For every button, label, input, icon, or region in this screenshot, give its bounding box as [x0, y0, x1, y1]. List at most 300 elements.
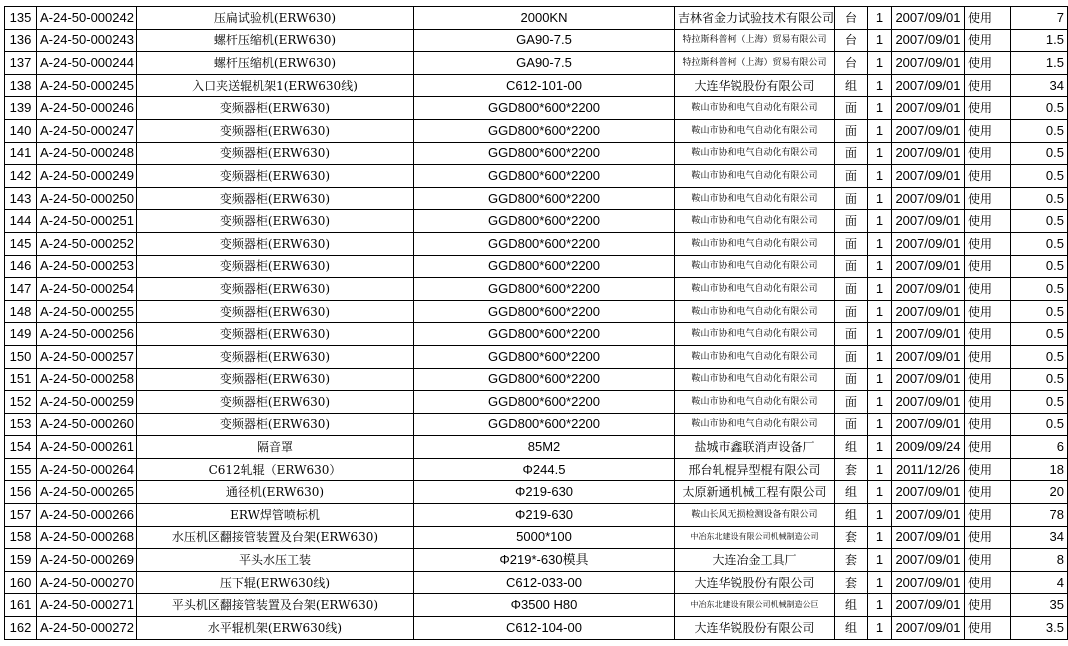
asset-spec-cell: GGD800*600*2200 [414, 323, 675, 346]
asset-code-cell: A-24-50-000245 [37, 74, 137, 97]
acquired-date-cell: 2007/09/01 [892, 187, 965, 210]
asset-code-cell: A-24-50-000249 [37, 165, 137, 188]
unit-cell: 面 [835, 391, 868, 414]
table-row [5, 436, 1068, 459]
quantity-cell: 1 [868, 594, 892, 617]
asset-spec-cell: Φ219-630 [414, 481, 675, 504]
asset-spec-cell: Φ3500 H80 [414, 594, 675, 617]
value-cell: 0.5 [1011, 278, 1068, 301]
value-cell: 0.5 [1011, 255, 1068, 278]
asset-spec-cell: GGD800*600*2200 [414, 232, 675, 255]
asset-spec-cell: GGD800*600*2200 [414, 278, 675, 301]
asset-name-cell: 变频器柜(ERW630) [137, 413, 414, 436]
table-row [5, 594, 1068, 617]
asset-code-cell: A-24-50-000258 [37, 368, 137, 391]
asset-name-cell: 水压机区翻接管装置及台架(ERW630) [137, 526, 414, 549]
unit-cell: 面 [835, 368, 868, 391]
value-cell: 1.5 [1011, 29, 1068, 52]
quantity-cell: 1 [868, 323, 892, 346]
table-row [5, 119, 1068, 142]
unit-cell: 套 [835, 549, 868, 572]
acquired-date-cell: 2007/09/01 [892, 29, 965, 52]
manufacturer-cell: 特拉斯科普柯（上海）贸易有限公司 [675, 52, 835, 75]
unit-cell: 套 [835, 458, 868, 481]
unit-cell: 面 [835, 323, 868, 346]
value-cell: 0.5 [1011, 97, 1068, 120]
row-number-cell: 155 [5, 458, 37, 481]
manufacturer-cell: 鞍山市协和电气自动化有限公司 [675, 391, 835, 414]
status-cell: 使用 [965, 458, 1011, 481]
table-row [5, 323, 1068, 346]
manufacturer-cell: 鞍山市协和电气自动化有限公司 [675, 187, 835, 210]
asset-name-cell: 变频器柜(ERW630) [137, 210, 414, 233]
value-cell: 0.5 [1011, 391, 1068, 414]
manufacturer-cell: 鞍山市协和电气自动化有限公司 [675, 232, 835, 255]
asset-code-cell: A-24-50-000259 [37, 391, 137, 414]
acquired-date-cell: 2009/09/24 [892, 436, 965, 459]
asset-code-cell: A-24-50-000246 [37, 97, 137, 120]
table-row [5, 165, 1068, 188]
acquired-date-cell: 2007/09/01 [892, 323, 965, 346]
status-cell: 使用 [965, 7, 1011, 30]
unit-cell: 面 [835, 187, 868, 210]
value-cell: 35 [1011, 594, 1068, 617]
asset-code-cell: A-24-50-000271 [37, 594, 137, 617]
asset-name-cell: 压下辊(ERW630线) [137, 571, 414, 594]
table-row [5, 97, 1068, 120]
acquired-date-cell: 2007/09/01 [892, 97, 965, 120]
asset-code-cell: A-24-50-000257 [37, 345, 137, 368]
row-number-cell: 150 [5, 345, 37, 368]
acquired-date-cell: 2007/09/01 [892, 481, 965, 504]
manufacturer-cell: 大连华锐股份有限公司 [675, 74, 835, 97]
row-number-cell: 151 [5, 368, 37, 391]
table-body [5, 7, 1068, 640]
asset-table [4, 6, 1068, 640]
row-number-cell: 141 [5, 142, 37, 165]
asset-name-cell: 水平辊机架(ERW630线) [137, 617, 414, 640]
unit-cell: 组 [835, 481, 868, 504]
status-cell: 使用 [965, 549, 1011, 572]
status-cell: 使用 [965, 323, 1011, 346]
row-number-cell: 142 [5, 165, 37, 188]
asset-name-cell: C612轧辊（ERW630） [137, 458, 414, 481]
quantity-cell: 1 [868, 458, 892, 481]
row-number-cell: 146 [5, 255, 37, 278]
value-cell: 0.5 [1011, 300, 1068, 323]
asset-spec-cell: GGD800*600*2200 [414, 97, 675, 120]
acquired-date-cell: 2007/09/01 [892, 549, 965, 572]
asset-spec-cell: C612-033-00 [414, 571, 675, 594]
unit-cell: 面 [835, 300, 868, 323]
row-number-cell: 154 [5, 436, 37, 459]
table-row [5, 7, 1068, 30]
value-cell: 34 [1011, 74, 1068, 97]
status-cell: 使用 [965, 504, 1011, 527]
asset-name-cell: 螺杆压缩机(ERW630) [137, 52, 414, 75]
value-cell: 0.5 [1011, 210, 1068, 233]
row-number-cell: 158 [5, 526, 37, 549]
asset-name-cell: 通径机(ERW630) [137, 481, 414, 504]
asset-code-cell: A-24-50-000242 [37, 7, 137, 30]
manufacturer-cell: 鞍山市协和电气自动化有限公司 [675, 210, 835, 233]
manufacturer-cell: 盐城市鑫联消声设备厂 [675, 436, 835, 459]
quantity-cell: 1 [868, 481, 892, 504]
quantity-cell: 1 [868, 571, 892, 594]
table-row [5, 255, 1068, 278]
acquired-date-cell: 2007/09/01 [892, 391, 965, 414]
value-cell: 18 [1011, 458, 1068, 481]
asset-spec-cell: GGD800*600*2200 [414, 119, 675, 142]
asset-spec-cell: GGD800*600*2200 [414, 165, 675, 188]
status-cell: 使用 [965, 232, 1011, 255]
row-number-cell: 162 [5, 617, 37, 640]
acquired-date-cell: 2007/09/01 [892, 594, 965, 617]
status-cell: 使用 [965, 345, 1011, 368]
row-number-cell: 156 [5, 481, 37, 504]
table-row [5, 187, 1068, 210]
value-cell: 0.5 [1011, 345, 1068, 368]
unit-cell: 台 [835, 29, 868, 52]
unit-cell: 组 [835, 436, 868, 459]
asset-spec-cell: GGD800*600*2200 [414, 210, 675, 233]
acquired-date-cell: 2007/09/01 [892, 368, 965, 391]
asset-name-cell: 变频器柜(ERW630) [137, 368, 414, 391]
asset-code-cell: A-24-50-000265 [37, 481, 137, 504]
quantity-cell: 1 [868, 7, 892, 30]
asset-spec-cell: GA90-7.5 [414, 52, 675, 75]
asset-name-cell: 变频器柜(ERW630) [137, 187, 414, 210]
asset-name-cell: 螺杆压缩机(ERW630) [137, 29, 414, 52]
quantity-cell: 1 [868, 187, 892, 210]
asset-name-cell: 平头机区翻接管装置及台架(ERW630) [137, 594, 414, 617]
acquired-date-cell: 2007/09/01 [892, 7, 965, 30]
acquired-date-cell: 2007/09/01 [892, 571, 965, 594]
quantity-cell: 1 [868, 345, 892, 368]
asset-code-cell: A-24-50-000256 [37, 323, 137, 346]
row-number-cell: 138 [5, 74, 37, 97]
value-cell: 0.5 [1011, 232, 1068, 255]
status-cell: 使用 [965, 165, 1011, 188]
asset-code-cell: A-24-50-000251 [37, 210, 137, 233]
value-cell: 0.5 [1011, 323, 1068, 346]
quantity-cell: 1 [868, 526, 892, 549]
acquired-date-cell: 2007/09/01 [892, 232, 965, 255]
quantity-cell: 1 [868, 97, 892, 120]
unit-cell: 面 [835, 278, 868, 301]
unit-cell: 面 [835, 142, 868, 165]
acquired-date-cell: 2007/09/01 [892, 300, 965, 323]
row-number-cell: 159 [5, 549, 37, 572]
unit-cell: 面 [835, 165, 868, 188]
status-cell: 使用 [965, 278, 1011, 301]
quantity-cell: 1 [868, 436, 892, 459]
quantity-cell: 1 [868, 210, 892, 233]
status-cell: 使用 [965, 391, 1011, 414]
value-cell: 1.5 [1011, 52, 1068, 75]
quantity-cell: 1 [868, 74, 892, 97]
table-row [5, 278, 1068, 301]
asset-name-cell: 变频器柜(ERW630) [137, 300, 414, 323]
asset-spec-cell: C612-101-00 [414, 74, 675, 97]
asset-spec-cell: GGD800*600*2200 [414, 255, 675, 278]
unit-cell: 组 [835, 617, 868, 640]
asset-spec-cell: GGD800*600*2200 [414, 345, 675, 368]
value-cell: 0.5 [1011, 187, 1068, 210]
asset-code-cell: A-24-50-000270 [37, 571, 137, 594]
table-row [5, 617, 1068, 640]
asset-code-cell: A-24-50-000250 [37, 187, 137, 210]
value-cell: 0.5 [1011, 142, 1068, 165]
asset-name-cell: 变频器柜(ERW630) [137, 97, 414, 120]
table-row [5, 526, 1068, 549]
value-cell: 0.5 [1011, 368, 1068, 391]
status-cell: 使用 [965, 481, 1011, 504]
acquired-date-cell: 2007/09/01 [892, 617, 965, 640]
asset-code-cell: A-24-50-000244 [37, 52, 137, 75]
status-cell: 使用 [965, 29, 1011, 52]
manufacturer-cell: 鞍山市协和电气自动化有限公司 [675, 323, 835, 346]
value-cell: 3.5 [1011, 617, 1068, 640]
row-number-cell: 160 [5, 571, 37, 594]
quantity-cell: 1 [868, 165, 892, 188]
status-cell: 使用 [965, 436, 1011, 459]
asset-spec-cell: C612-104-00 [414, 617, 675, 640]
row-number-cell: 148 [5, 300, 37, 323]
acquired-date-cell: 2011/12/26 [892, 458, 965, 481]
asset-spec-cell: 85M2 [414, 436, 675, 459]
manufacturer-cell: 鞍山长风无损检测设备有限公司 [675, 504, 835, 527]
asset-code-cell: A-24-50-000247 [37, 119, 137, 142]
status-cell: 使用 [965, 187, 1011, 210]
asset-code-cell: A-24-50-000272 [37, 617, 137, 640]
unit-cell: 面 [835, 119, 868, 142]
unit-cell: 面 [835, 255, 868, 278]
status-cell: 使用 [965, 119, 1011, 142]
value-cell: 0.5 [1011, 119, 1068, 142]
table-row [5, 300, 1068, 323]
row-number-cell: 144 [5, 210, 37, 233]
value-cell: 0.5 [1011, 413, 1068, 436]
asset-code-cell: A-24-50-000248 [37, 142, 137, 165]
asset-spec-cell: Φ219-630 [414, 504, 675, 527]
row-number-cell: 147 [5, 278, 37, 301]
manufacturer-cell: 鞍山市协和电气自动化有限公司 [675, 345, 835, 368]
acquired-date-cell: 2007/09/01 [892, 413, 965, 436]
quantity-cell: 1 [868, 52, 892, 75]
asset-name-cell: 变频器柜(ERW630) [137, 119, 414, 142]
row-number-cell: 153 [5, 413, 37, 436]
table-row [5, 571, 1068, 594]
quantity-cell: 1 [868, 617, 892, 640]
row-number-cell: 135 [5, 7, 37, 30]
status-cell: 使用 [965, 617, 1011, 640]
table-row [5, 504, 1068, 527]
asset-spec-cell: GGD800*600*2200 [414, 187, 675, 210]
asset-name-cell: 压扁试验机(ERW630) [137, 7, 414, 30]
table-row [5, 413, 1068, 436]
asset-code-cell: A-24-50-000264 [37, 458, 137, 481]
asset-spec-cell: Φ219*-630模具 [414, 549, 675, 572]
unit-cell: 面 [835, 97, 868, 120]
asset-name-cell: 变频器柜(ERW630) [137, 278, 414, 301]
asset-spec-cell: GGD800*600*2200 [414, 300, 675, 323]
manufacturer-cell: 中冶东北建设有限公司机械制造公司 [675, 526, 835, 549]
status-cell: 使用 [965, 210, 1011, 233]
status-cell: 使用 [965, 368, 1011, 391]
status-cell: 使用 [965, 97, 1011, 120]
quantity-cell: 1 [868, 391, 892, 414]
asset-spec-cell: GGD800*600*2200 [414, 413, 675, 436]
manufacturer-cell: 鞍山市协和电气自动化有限公司 [675, 300, 835, 323]
manufacturer-cell: 中冶东北建设有限公司机械制造公巨 [675, 594, 835, 617]
asset-code-cell: A-24-50-000243 [37, 29, 137, 52]
status-cell: 使用 [965, 413, 1011, 436]
unit-cell: 面 [835, 210, 868, 233]
acquired-date-cell: 2007/09/01 [892, 278, 965, 301]
unit-cell: 面 [835, 345, 868, 368]
table-row [5, 142, 1068, 165]
value-cell: 78 [1011, 504, 1068, 527]
manufacturer-cell: 鞍山市协和电气自动化有限公司 [675, 119, 835, 142]
asset-spec-cell: 5000*100 [414, 526, 675, 549]
row-number-cell: 149 [5, 323, 37, 346]
quantity-cell: 1 [868, 278, 892, 301]
status-cell: 使用 [965, 52, 1011, 75]
manufacturer-cell: 鞍山市协和电气自动化有限公司 [675, 255, 835, 278]
acquired-date-cell: 2007/09/01 [892, 165, 965, 188]
status-cell: 使用 [965, 74, 1011, 97]
acquired-date-cell: 2007/09/01 [892, 142, 965, 165]
asset-code-cell: A-24-50-000252 [37, 232, 137, 255]
manufacturer-cell: 吉林省金力试验技术有限公司 [675, 7, 835, 30]
unit-cell: 面 [835, 232, 868, 255]
value-cell: 8 [1011, 549, 1068, 572]
manufacturer-cell: 大连华锐股份有限公司 [675, 571, 835, 594]
unit-cell: 组 [835, 74, 868, 97]
asset-name-cell: ERW焊管喷标机 [137, 504, 414, 527]
unit-cell: 组 [835, 504, 868, 527]
manufacturer-cell: 太原新通机械工程有限公司 [675, 481, 835, 504]
table-row [5, 210, 1068, 233]
table-row [5, 52, 1068, 75]
asset-code-cell: A-24-50-000268 [37, 526, 137, 549]
asset-name-cell: 变频器柜(ERW630) [137, 345, 414, 368]
asset-code-cell: A-24-50-000260 [37, 413, 137, 436]
row-number-cell: 139 [5, 97, 37, 120]
asset-name-cell: 变频器柜(ERW630) [137, 165, 414, 188]
asset-code-cell: A-24-50-000254 [37, 278, 137, 301]
manufacturer-cell: 鞍山市协和电气自动化有限公司 [675, 165, 835, 188]
table-row [5, 74, 1068, 97]
asset-code-cell: A-24-50-000269 [37, 549, 137, 572]
acquired-date-cell: 2007/09/01 [892, 119, 965, 142]
asset-spec-cell: GGD800*600*2200 [414, 368, 675, 391]
value-cell: 6 [1011, 436, 1068, 459]
quantity-cell: 1 [868, 368, 892, 391]
table-row [5, 345, 1068, 368]
unit-cell: 台 [835, 52, 868, 75]
asset-name-cell: 变频器柜(ERW630) [137, 323, 414, 346]
asset-name-cell: 平头水压工装 [137, 549, 414, 572]
manufacturer-cell: 鞍山市协和电气自动化有限公司 [675, 142, 835, 165]
asset-spec-cell: GA90-7.5 [414, 29, 675, 52]
unit-cell: 套 [835, 526, 868, 549]
row-number-cell: 143 [5, 187, 37, 210]
table-row [5, 29, 1068, 52]
table-row [5, 549, 1068, 572]
quantity-cell: 1 [868, 119, 892, 142]
table-row [5, 232, 1068, 255]
acquired-date-cell: 2007/09/01 [892, 210, 965, 233]
manufacturer-cell: 大连华锐股份有限公司 [675, 617, 835, 640]
acquired-date-cell: 2007/09/01 [892, 345, 965, 368]
quantity-cell: 1 [868, 255, 892, 278]
acquired-date-cell: 2007/09/01 [892, 526, 965, 549]
asset-name-cell: 变频器柜(ERW630) [137, 391, 414, 414]
manufacturer-cell: 鞍山市协和电气自动化有限公司 [675, 368, 835, 391]
asset-code-cell: A-24-50-000255 [37, 300, 137, 323]
manufacturer-cell: 邢台轧棍异型棍有限公司 [675, 458, 835, 481]
value-cell: 20 [1011, 481, 1068, 504]
manufacturer-cell: 特拉斯科普柯（上海）贸易有限公司 [675, 29, 835, 52]
asset-name-cell: 入口夹送辊机架1(ERW630线) [137, 74, 414, 97]
quantity-cell: 1 [868, 142, 892, 165]
quantity-cell: 1 [868, 232, 892, 255]
asset-code-cell: A-24-50-000253 [37, 255, 137, 278]
row-number-cell: 161 [5, 594, 37, 617]
asset-spec-cell: GGD800*600*2200 [414, 391, 675, 414]
table-row [5, 458, 1068, 481]
asset-code-cell: A-24-50-000266 [37, 504, 137, 527]
manufacturer-cell: 鞍山市协和电气自动化有限公司 [675, 278, 835, 301]
asset-code-cell: A-24-50-000261 [37, 436, 137, 459]
status-cell: 使用 [965, 255, 1011, 278]
unit-cell: 台 [835, 7, 868, 30]
row-number-cell: 157 [5, 504, 37, 527]
unit-cell: 套 [835, 571, 868, 594]
asset-spec-cell: GGD800*600*2200 [414, 142, 675, 165]
value-cell: 4 [1011, 571, 1068, 594]
manufacturer-cell: 大连冶金工具厂 [675, 549, 835, 572]
status-cell: 使用 [965, 300, 1011, 323]
row-number-cell: 145 [5, 232, 37, 255]
manufacturer-cell: 鞍山市协和电气自动化有限公司 [675, 97, 835, 120]
acquired-date-cell: 2007/09/01 [892, 74, 965, 97]
status-cell: 使用 [965, 142, 1011, 165]
row-number-cell: 152 [5, 391, 37, 414]
status-cell: 使用 [965, 571, 1011, 594]
quantity-cell: 1 [868, 300, 892, 323]
table-row [5, 368, 1068, 391]
acquired-date-cell: 2007/09/01 [892, 504, 965, 527]
asset-spec-cell: Φ244.5 [414, 458, 675, 481]
asset-name-cell: 变频器柜(ERW630) [137, 142, 414, 165]
asset-name-cell: 变频器柜(ERW630) [137, 232, 414, 255]
quantity-cell: 1 [868, 29, 892, 52]
row-number-cell: 140 [5, 119, 37, 142]
asset-name-cell: 隔音罩 [137, 436, 414, 459]
value-cell: 0.5 [1011, 165, 1068, 188]
asset-spec-cell: 2000KN [414, 7, 675, 30]
acquired-date-cell: 2007/09/01 [892, 255, 965, 278]
unit-cell: 组 [835, 594, 868, 617]
table-row [5, 391, 1068, 414]
value-cell: 34 [1011, 526, 1068, 549]
status-cell: 使用 [965, 594, 1011, 617]
row-number-cell: 137 [5, 52, 37, 75]
quantity-cell: 1 [868, 549, 892, 572]
